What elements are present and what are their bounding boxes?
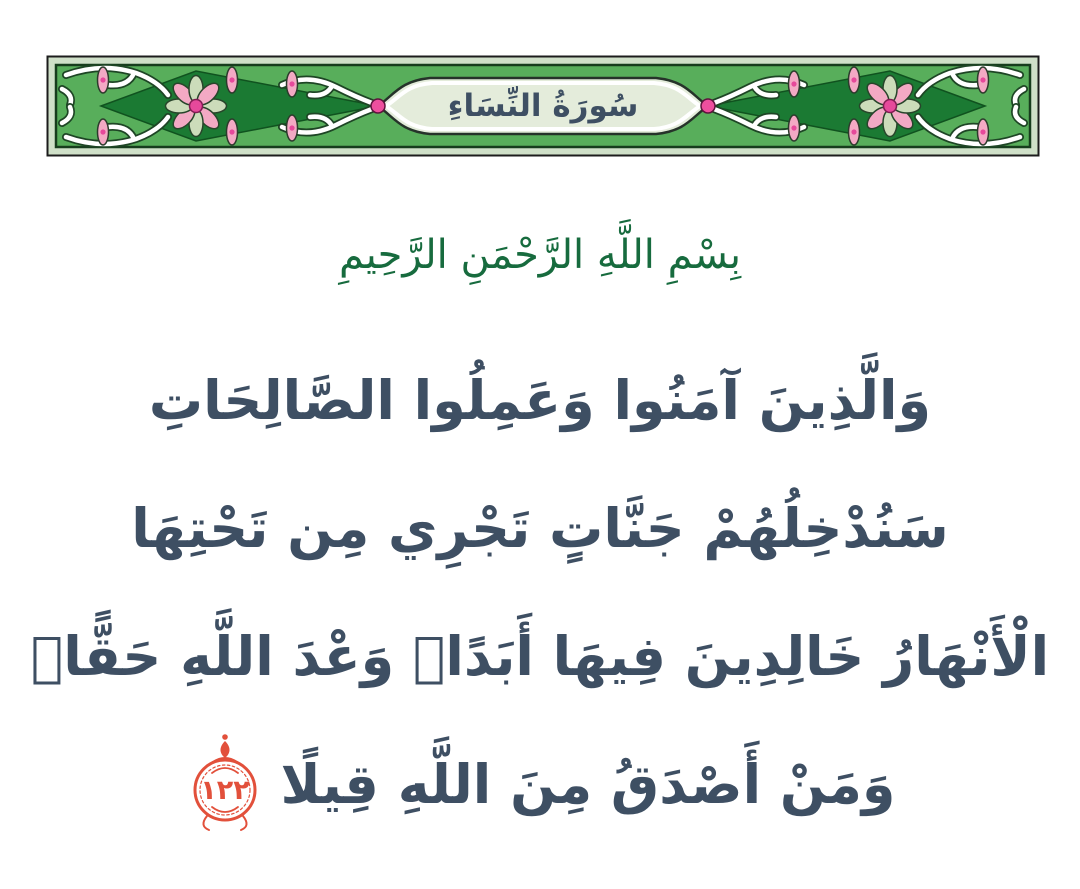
bismillah-text: بِسْمِ اللَّهِ الرَّحْمَنِ الرَّحِيمِ	[338, 232, 742, 278]
verse-line	[0, 592, 1080, 720]
verse-line-text: وَالَّذِينَ آمَنُوا وَعَمِلُوا الصَّالِحَاتِ	[148, 368, 932, 432]
surah-title-banner	[46, 55, 1040, 157]
verse-line-text: سَنُدْخِلُهُمْ جَنَّاتٍ تَجْرِي مِن تَحْتِهَا	[131, 496, 949, 560]
verse-line	[0, 464, 1080, 592]
verse-line-text: الْأَنْهَارُ خَالِدِينَ فِيهَا أَبَدًاۖ وَعْدَ اللَّهِ حَقًّاۚ	[30, 624, 1050, 688]
verse-line-text: وَمَنْ أَصْدَقُ مِنَ اللَّهِ قِيلًا	[280, 752, 896, 816]
ayah-number: ١٢٢	[199, 775, 250, 806]
banner-ornament-icon	[46, 55, 1040, 157]
verse-line	[0, 720, 1080, 848]
verse-block	[0, 336, 1080, 848]
ayah-end-medallion-icon	[185, 732, 265, 836]
verse-line	[0, 336, 1080, 464]
surah-title: سُورَةُ النِّسَاءِ	[447, 88, 639, 124]
